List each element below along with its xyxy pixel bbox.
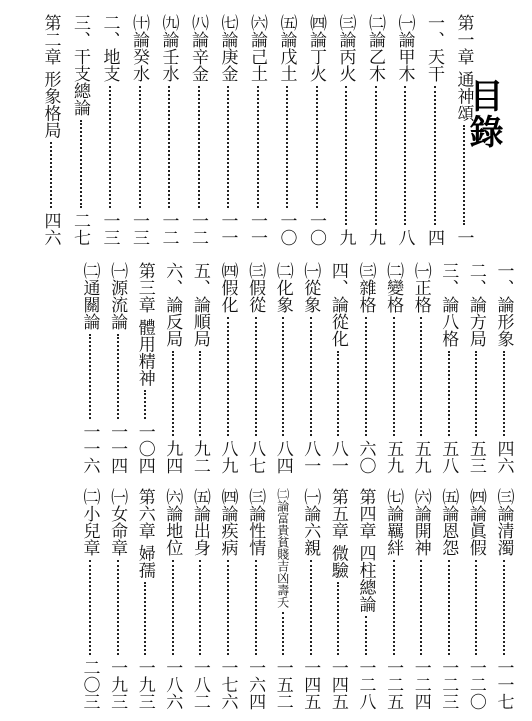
toc-leader-dots: [255, 317, 257, 436]
toc-leader-dots: [89, 560, 91, 655]
toc-entry-label: ㈨論壬水: [158, 14, 179, 82]
toc-entry: [334, 14, 358, 246]
toc-leader-dots: [199, 560, 201, 655]
toc-leader-dots: [503, 560, 505, 655]
toc-entry: [326, 488, 350, 710]
toc-leader-dots: [227, 560, 229, 655]
toc-entry-label: ㈡論富貴貧賤吉凶壽夭: [275, 488, 290, 608]
toc-entry-page: 一五二: [272, 659, 293, 710]
toc-entry-page: 一四五: [300, 659, 321, 710]
toc-entry-page: 一二: [188, 212, 208, 246]
toc-leader-dots: [345, 86, 347, 225]
toc-entry-page: 一二八: [355, 659, 376, 710]
toc-entry: [69, 14, 93, 246]
toc-leader-dots: [50, 142, 52, 208]
toc-entry-label: ㈤論出身: [189, 488, 210, 556]
toc-entry-label: ㈤論戊土: [276, 14, 297, 82]
toc-entry: [305, 14, 329, 246]
toc-entry-page: 八一: [300, 440, 321, 474]
toc-title: 目錄: [463, 78, 503, 150]
toc-entry-page: 一三: [99, 212, 120, 246]
toc-entry-page: 九: [365, 229, 385, 246]
toc-entry-label: ㈠論六親: [300, 488, 321, 556]
toc-entry-page: 五八: [438, 440, 459, 474]
toc-leader-dots: [475, 560, 477, 655]
toc-entry: [354, 262, 378, 474]
toc-leader-dots: [393, 317, 395, 436]
toc-entry-page: 九: [335, 229, 356, 246]
toc-leader-dots: [172, 560, 174, 655]
toc-entry: [364, 14, 388, 246]
toc-leader-dots: [255, 560, 257, 655]
toc-leader-dots: [144, 582, 146, 655]
toc-entry-label: 一、天干: [424, 14, 444, 82]
toc-leader-dots: [393, 560, 395, 655]
toc-entry-label: ㈢論清濁: [493, 488, 514, 556]
toc-leader-dots: [109, 86, 111, 208]
toc-entry: [133, 488, 157, 710]
toc-entry: [492, 488, 516, 710]
toc-entry-page: 一一: [247, 212, 267, 246]
toc-leader-dots: [404, 86, 406, 225]
toc-entry-page: 一二五: [383, 659, 404, 710]
toc-entry: [39, 14, 63, 246]
toc-entry-page: 八一: [327, 440, 348, 474]
toc-entry: [161, 262, 185, 474]
toc-entry-page: 一二: [158, 212, 179, 246]
toc-entry-page: 五九: [383, 440, 404, 474]
toc-entry-label: ㈡變格: [383, 262, 404, 313]
toc-entry: [78, 262, 102, 474]
toc-entry-label: ㈣論丁火: [306, 14, 326, 82]
toc-entry-label: 第五章 微驗: [327, 488, 348, 579]
toc-entry-page: 九二: [189, 440, 210, 474]
toc-entry: [98, 14, 122, 246]
toc-leader-dots: [227, 317, 229, 436]
toc-entry-label: ㈢雜格: [355, 262, 376, 313]
toc-entry-page: 八四: [272, 440, 293, 474]
toc-entry-page: 一一七: [493, 659, 514, 710]
toc-entry-label: 一、論形象: [493, 262, 514, 347]
toc-leader-dots: [420, 560, 422, 655]
toc-entry-label: ㈩論癸水: [129, 14, 149, 82]
toc-entry: [299, 488, 323, 710]
toc-entry-label: 第二章 形象格局: [40, 14, 61, 139]
toc-entry-page: 一九三: [134, 659, 155, 710]
toc-leader-dots: [168, 86, 170, 208]
toc-entry-label: ㈧論辛金: [188, 14, 208, 82]
toc-entry-label: 三、論八格: [438, 262, 459, 347]
toc-leader-dots: [475, 351, 477, 436]
toc-entry-label: ㈦論庚金: [217, 14, 238, 82]
toc-entry-page: 一八六: [162, 659, 183, 710]
toc-entry: [188, 488, 212, 710]
toc-leader-dots: [89, 334, 91, 419]
toc-entry: [244, 488, 268, 710]
toc-entry-page: 一七六: [217, 659, 238, 710]
toc-entry: [187, 14, 211, 246]
toc-entry-page: 八七: [245, 440, 266, 474]
toc-entry-page: 四六: [493, 440, 514, 474]
toc-entry-page: 六〇: [355, 440, 376, 474]
toc-entry: [244, 262, 268, 474]
toc-entry: [106, 488, 130, 710]
toc-entry-label: 三、干支總論: [70, 14, 90, 116]
toc-entry: [393, 14, 417, 246]
toc-entry-page: 一六四: [245, 659, 266, 710]
toc-entry-label: 六、論反局: [162, 262, 183, 347]
toc-entry-page: 四: [424, 229, 444, 246]
toc-entry-label: ㈣論眞假: [465, 488, 486, 556]
toc-entry-page: 五三: [465, 440, 486, 474]
toc-entry-page: 八九: [217, 440, 238, 474]
toc-leader-dots: [117, 334, 119, 419]
toc-leader-dots: [144, 390, 146, 419]
toc-leader-dots: [448, 351, 450, 436]
toc-leader-dots: [139, 86, 141, 208]
toc-entry: [128, 14, 152, 246]
toc-band-bottom: [0, 488, 532, 710]
toc-entry: [326, 262, 350, 474]
toc-entry-page: 一二〇: [465, 659, 486, 710]
toc-leader-dots: [227, 86, 229, 208]
toc-entry-label: ㈡化象: [272, 262, 293, 313]
toc-entry-page: 五九: [410, 440, 431, 474]
toc-band-top: [0, 14, 532, 246]
toc-entry-label: ㈣假化: [217, 262, 238, 313]
toc-entry-page: 一二四: [410, 659, 431, 710]
toc-entry-page: 一四五: [327, 659, 348, 710]
toc-entry-label: ㈦論羈絆: [383, 488, 404, 556]
toc-leader-dots: [282, 612, 284, 655]
toc-entry-page: 一〇: [306, 212, 326, 246]
toc-leader-dots: [80, 120, 82, 208]
toc-entry-label: ㈣論疾病: [217, 488, 238, 556]
toc-entry-page: 一一六: [79, 423, 100, 474]
toc-leader-dots: [375, 86, 377, 225]
toc-leader-dots: [286, 86, 288, 208]
toc-entry-label: 二、論方局: [465, 262, 486, 347]
toc-entry-label: ㈥論開神: [410, 488, 431, 556]
toc-band-middle: [0, 262, 532, 474]
toc-entry: [216, 488, 240, 710]
toc-entry: [423, 14, 447, 246]
toc-entry-page: 一〇四: [134, 423, 155, 474]
toc-entry: [354, 488, 378, 710]
toc-entry: [271, 262, 295, 474]
toc-leader-dots: [337, 351, 339, 436]
toc-entry-label: 第四章 四柱總論: [355, 488, 376, 613]
toc-leader-dots: [117, 560, 119, 655]
toc-entry-label: 第三章 體用精神: [134, 262, 155, 387]
toc-entry: [299, 262, 323, 474]
toc-leader-dots: [337, 582, 339, 655]
toc-leader-dots: [310, 317, 312, 436]
toc-entry-label: ㈤論恩怨: [438, 488, 459, 556]
toc-leader-dots: [365, 317, 367, 436]
toc-entry: [157, 14, 181, 246]
toc-entry: [106, 262, 130, 474]
toc-leader-dots: [316, 86, 318, 208]
toc-entry-label: ㈠源流論: [107, 262, 128, 330]
toc-entry: [188, 262, 212, 474]
toc-entry-label: ㈢論丙火: [335, 14, 356, 82]
toc-entry: [246, 14, 270, 246]
toc-entry: [275, 14, 299, 246]
toc-entry: [216, 14, 240, 246]
toc-entry: [382, 262, 406, 474]
toc-entry-page: 一: [453, 229, 474, 246]
toc-entry: [464, 262, 488, 474]
toc-entry-label: 第六章 婦孺: [134, 488, 155, 579]
toc-leader-dots: [172, 351, 174, 436]
toc-leader-dots: [257, 86, 259, 208]
toc-entry: [161, 488, 185, 710]
toc-entry-page: 一〇: [276, 212, 297, 246]
toc-leader-dots: [434, 86, 436, 225]
toc-entry-label: ㈠論甲木: [394, 14, 415, 82]
toc-leader-dots: [282, 317, 284, 436]
toc-entry: [452, 14, 476, 246]
toc-entry-label: ㈥論地位: [162, 488, 183, 556]
toc-entry-label: ㈠女命章: [107, 488, 128, 556]
toc-entry-page: 四六: [40, 212, 61, 246]
toc-entry-label: 第一章 通神頌: [453, 14, 474, 122]
toc-entry-page: 一九三: [107, 659, 128, 710]
toc-entry-label: 四、論從化: [327, 262, 348, 347]
toc-entry-page: 二七: [70, 212, 90, 246]
toc-entry: [409, 262, 433, 474]
toc-entry-page: 八: [394, 229, 415, 246]
toc-leader-dots: [365, 616, 367, 655]
toc-entry-label: 五、論順局: [189, 262, 210, 347]
toc-leader-dots: [420, 317, 422, 436]
toc-entry-label: ㈡通關論: [79, 262, 100, 330]
toc-leader-dots: [463, 125, 465, 225]
toc-entry: [409, 488, 433, 710]
toc-entry-label: ㈥論己土: [247, 14, 267, 82]
toc-entry: [437, 488, 461, 710]
toc-entry: [133, 262, 157, 474]
toc-entry: [382, 488, 406, 710]
toc-entry-label: ㈡論乙木: [365, 14, 385, 82]
toc-leader-dots: [503, 351, 505, 436]
toc-entry: [78, 488, 102, 710]
toc-entry: [492, 262, 516, 474]
toc-entry-label: ㈠從象: [300, 262, 321, 313]
toc-entry: [216, 262, 240, 474]
toc-leader-dots: [198, 86, 200, 208]
toc-entry-page: 一三: [129, 212, 149, 246]
toc-entry-label: ㈡小兒章: [79, 488, 100, 556]
toc-entry-page: 一二三: [438, 659, 459, 710]
toc-entry-page: 一一: [217, 212, 238, 246]
toc-entry-page: 一八二: [189, 659, 210, 710]
toc-entry: [437, 262, 461, 474]
toc-leader-dots: [448, 560, 450, 655]
toc-entry-label: 二、地支: [99, 14, 120, 82]
toc-entry-label: ㈠正格: [410, 262, 431, 313]
toc-leader-dots: [310, 560, 312, 655]
toc-entry: [271, 488, 295, 710]
toc-entry-page: 一一四: [107, 423, 128, 474]
toc-entry-page: 九四: [162, 440, 183, 474]
toc-entry-label: ㈢假從: [245, 262, 266, 313]
toc-entry-label: ㈢論性情: [245, 488, 266, 556]
toc-entry-page: 二〇三: [79, 659, 100, 710]
toc-entry: [464, 488, 488, 710]
toc-leader-dots: [199, 351, 201, 436]
